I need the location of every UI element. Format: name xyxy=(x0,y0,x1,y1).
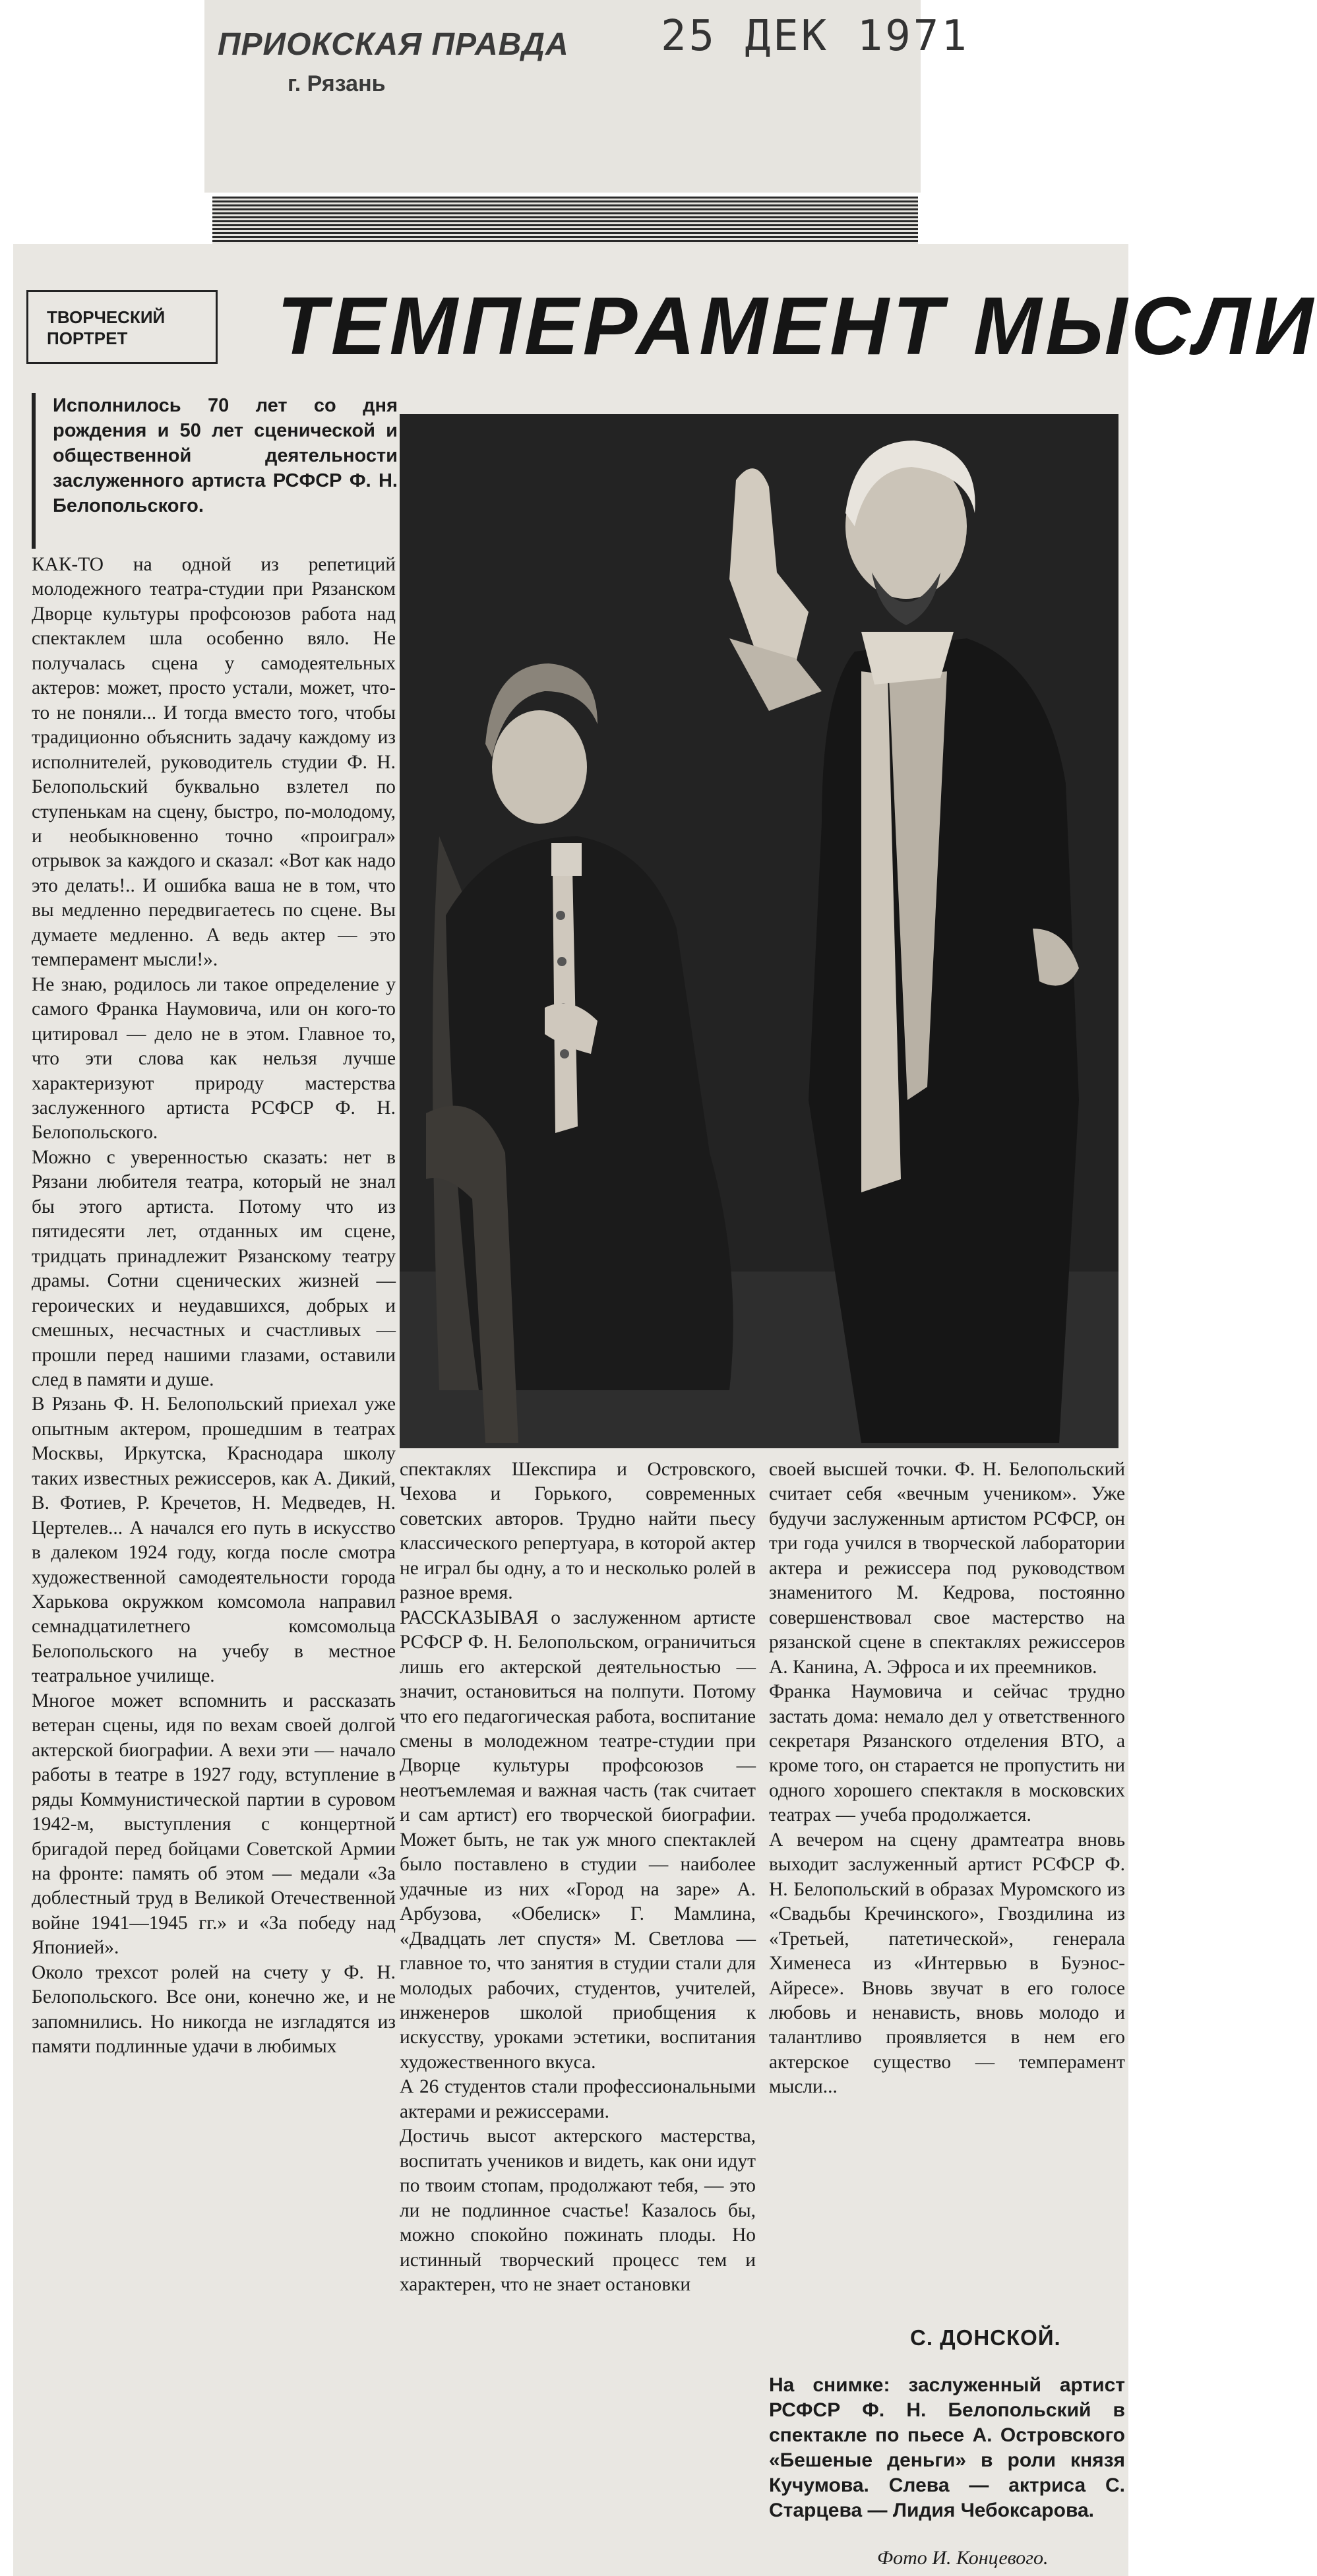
hatch-band xyxy=(212,197,918,249)
article-title: ТЕМПЕРАМЕНТ МЫСЛИ xyxy=(277,281,1317,372)
photo-credit: Фото И. Концевого. xyxy=(877,2547,1049,2569)
article-column-1: КАК-ТО на одной из репетиций молодежного театра-студии при Рязанском Дворце культуры профсоюзов работа над спектаклем шла особенно вяло. Не получалась сцена у самодеятельных актеров: может, просто устали, может, что-то не поняли... И тогда вместо того, чтобы традиционно объяснить задачу каждому из исполнителей, руководитель студии Ф. Н. Белопольский буквально взлетел по ступенькам на сцену, быстро, по-молодому, и необыкновенно точно «проиграл» отрывок за каждого и сказал: «Вот как надо это делать!.. И ошибка ваша не в том, что вы медленно передвигаетесь по сцене. Вы думаете медленно. А ведь актер — это темперамент мысли!». Не знаю, родилось ли такое определение у самого Франка Наумовича, или он кого-то цитировал — дело не в этом. Главное то, что эти слова как нельзя лучше характеризуют природу мастерства заслуженного артиста РСФСР Ф. Н. Белопольского. Можно с уверенностью сказать: нет в Рязани любителя театра, который не знал бы этого артиста. Потому что из пятидесяти лет, отданных им сцене, тридцать принадлежит Рязанскому театру драмы. Сотни сценических жизней — героических и неудавшихся, добрых и смешных, несчастных и счастливых — прошли перед нашими глазами, оставили след в памяти и душе. В Рязань Ф. Н. Белопольский приехал уже опытным актером, прошедшим в театрах Москвы, Иркутска, Краснодара школу таких известных режиссеров, как А. Дикий, В. Фотиев, Р. Кречетов, Н. Медведев, Н. Цертелев... А начался его путь в искусство в далеком 1924 году, когда после смотра художественной самодеятельности города Харькова окружком комсомола направил семнадцатилетнего комсомольца Белопольского на учебу в местное театральное училище. Многое может вспомнить и рассказать ветеран сцены, идя по вехам своей долгой актерской биографии. А вехи эти — начало работы в театре в 1927 году, вступление в ряды Коммунистической партии в суровом 1942-м, выступления с концертной бригадой перед бойцами Советской Армии на фронте: память об этом — медали «За доблестный труд в Великой Отечественной войне 1941—1945 гг.» и «За победу над Японией». Около трехсот ролей на счету у Ф. Н. Белопольского. Все они, конечно же, и не запомнились. Но никогда не изгладятся из памяти подлинные удачи в любимых xyxy=(32,554,396,2058)
stage-photo-image xyxy=(400,414,1118,1448)
author-signature: С. ДОНСКОЙ. xyxy=(910,2325,1061,2350)
stage-photo xyxy=(400,414,1118,1448)
newspaper-name: ПРИОКСКАЯ ПРАВДА xyxy=(218,27,569,62)
date-stamp: 25 ДЕК 1971 xyxy=(661,12,969,61)
article-column-2: спектаклях Шекспира и Островского, Чехова и Горького, современных советских авторов. Трудно найти пьесу классического репертуара, в которой актер не играл бы одну, а то и несколько ролей в разное время. РАССКАЗЫВАЯ о заслуженном артисте РСФСР Ф. Н. Белопольском, ограничиться лишь его актерской деятельностью — значит, остановиться на полпути. Потому что его педагогическая работа, воспитание смены в молодежном театре-студии при Дворце культуры профсоюзов — неотъемлемая и важная часть (так считает и сам артист) его творческой биографии. Может быть, не так уж много спектаклей было поставлено в студии — наиболее удачные из них «Город на заре» А. Арбузова, «Обелиск» Г. Мамлина, «Двадцать лет спустя» М. Светлова — главное то, что занятия в студии стали для молодых рабочих, студентов, учителей, инженеров школой приобщения к искусству, уроками эстетики, воспитания художественного вкуса. А 26 студентов стали профессиональными актерами и режиссерами. Достичь высот актерского мастерства, воспитать учеников и видеть, как они идут по твоим стопам, продолжают тебя, — это ли не подлинное счастье! Казалось бы, можно спокойно пожинать плоды. Но истинный творческий процесс тем и характерен, что не знает остановки xyxy=(400,1459,756,2295)
photo-caption: На снимке: заслуженный артист РСФСР Ф. Н. Белопольский в спектакле по пьесе А. Островского «Бешеные деньги» в роли князя Кучумова. Слева — актриса С. Старцева — Лидия Чебоксарова. xyxy=(769,2374,1125,2521)
rubric-box: ТВОРЧЕСКИЙ ПОРТРЕТ xyxy=(26,290,218,364)
newspaper-city: г. Рязань xyxy=(288,71,386,96)
article-lead: Исполнилось 70 лет со дня рождения и 50 лет сценической и общественной деятельности заслуженного артиста РСФСР Ф. Н. Белопольского. xyxy=(32,393,398,549)
article-column-3: своей высшей точки. Ф. Н. Белопольский считает себя «вечным учеником». Уже будучи заслуженным артистом РСФСР, он три года учился в творческой лаборатории актера и режиссера под руководством знаменитого М. Кедрова, постоянно совершенствовал свое мастерство на рязанской сцене в спектаклях режиссеров А. Канина, А. Эфроса и их преемников. Франка Наумовича и сейчас трудно застать дома: немало дел у ответственного секретаря Рязанского отделения ВТО, а кроме того, он старается не пропустить ни одного хорошего спектакля в московских театрах — учеба продолжается. А вечером на сцену драмтеатра вновь выходит заслуженный артист РСФСР Ф. Н. Белопольский в образах Муромского из «Свадьбы Кречинского», Гвоздилина из «Третьей, патетической», генерала Хименеса из «Интервью в Буэнос-Айресе». Вновь звучат в его голосе любовь и ненависть, вновь молодо и талантливо проявляется в нем его актерское существо — темперамент мысли... xyxy=(769,1459,1125,2098)
